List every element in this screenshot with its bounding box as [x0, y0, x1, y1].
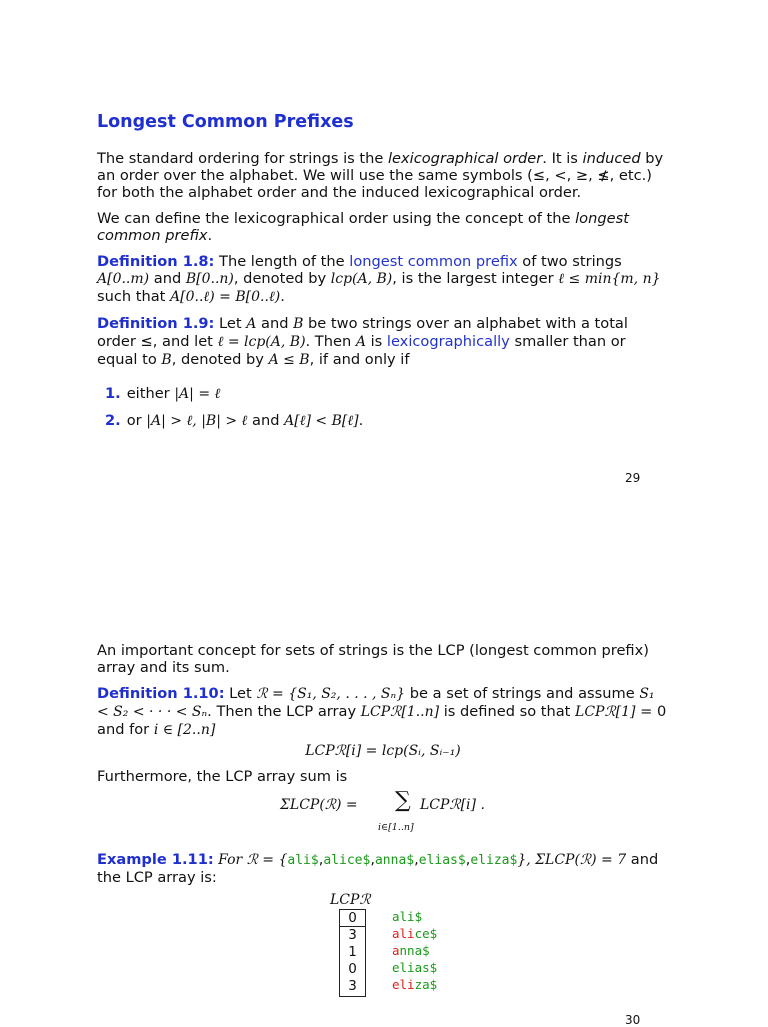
lcp-table-header: LCPℛ — [330, 892, 371, 908]
text: be two strings over an alphabet with a total order ≤, and let — [97, 315, 628, 350]
lcp-array-table — [97, 892, 669, 1000]
common-prefix: a — [392, 943, 400, 958]
text: . — [207, 227, 213, 244]
definition-1-10 — [97, 685, 669, 739]
paragraph-ordering — [97, 150, 669, 201]
sum-subscript: i∈[1..n] — [378, 822, 414, 833]
text: The standard ordering for strings is the — [97, 150, 388, 167]
text: Let — [224, 685, 257, 702]
list-number: 1. — [105, 385, 121, 402]
example-1-11: Example 1.11: For ℛ = {ali$,alice$,anna$,elias$,eliza$}, ΣLCP(ℛ) = 7 and the LCP array is: — [97, 851, 659, 886]
math: lcp(A, B) — [330, 271, 393, 287]
condition-item-2 — [105, 412, 669, 430]
text: of two strings — [517, 253, 622, 270]
text: . Then — [305, 333, 356, 350]
condition-list — [97, 385, 669, 430]
suffix: elias$ — [392, 960, 438, 975]
text: . It is — [542, 150, 583, 167]
example-string-4: elias$ — [418, 853, 466, 868]
math: B[0..n) — [185, 271, 234, 287]
sum-symbol: ∑ — [395, 788, 411, 813]
text: and — [256, 315, 294, 332]
text: by an order over the alphabet. We will use the same symbols (≤, <, ≥, ≰, etc.) for both the alphabet order and the induced lexicographical order. — [97, 150, 664, 201]
lcp-string-row — [392, 960, 437, 976]
example-string-2: alice$ — [323, 853, 371, 868]
lcp-value-column — [339, 909, 366, 997]
lcp-string-row — [392, 926, 437, 942]
definition-label: Definition 1.8: — [97, 253, 215, 270]
common-prefix: ali — [392, 926, 415, 941]
text: . — [358, 412, 364, 429]
page-number: 30 — [625, 1013, 641, 1027]
definition-1-8 — [97, 253, 669, 306]
page-30 — [97, 642, 669, 1000]
lcp-string-row — [392, 977, 437, 993]
text: is defined so that — [439, 703, 576, 720]
text: is — [365, 333, 387, 350]
definition-label: Definition 1.10: — [97, 685, 225, 702]
page-29 — [97, 112, 669, 439]
example-string-5: eliza$ — [470, 853, 518, 868]
math: B — [161, 352, 172, 368]
lcp-value: 1 — [348, 944, 357, 960]
text: Let — [214, 315, 247, 332]
definition-1-9 — [97, 315, 669, 369]
term-longest-common-prefix: longest common prefix — [349, 253, 518, 270]
math: B — [293, 316, 304, 332]
math: S₁ < S₂ < · · · < Sₙ — [97, 686, 655, 720]
paragraph-lcp-intro: An important concept for sets of strings is the LCP (longest common prefix) array and its sum. — [97, 642, 649, 676]
math: i ∈ [2..n] — [153, 722, 216, 738]
math: ℓ = lcp(A, B) — [217, 334, 306, 350]
math: A[0..ℓ) = B[0..ℓ) — [170, 289, 281, 305]
emphasis-induced: induced — [582, 150, 641, 167]
paragraph-lcp-concept — [97, 210, 669, 244]
lcp-array-formula: LCPℛ[i] = lcp(Sᵢ, Sᵢ₋₁) — [305, 743, 461, 759]
text: and — [149, 270, 186, 287]
math: }, — [517, 852, 536, 868]
text: , denoted by — [233, 270, 331, 287]
lcp-string-row — [392, 909, 422, 925]
math: A[0..m) — [97, 271, 150, 287]
text: and — [247, 412, 285, 429]
example-label: Example 1.11: — [97, 851, 214, 868]
math: For ℛ = { — [213, 852, 288, 868]
lcp-value: 0 — [348, 961, 357, 977]
lcp-value: 3 — [348, 978, 357, 994]
math: A — [246, 316, 257, 332]
lcp-value: 3 — [348, 927, 357, 943]
text: or — [126, 412, 147, 429]
text: smaller than or equal to — [97, 333, 626, 368]
example-string-1: ali$ — [287, 853, 319, 868]
text: The length of the — [214, 253, 350, 270]
emphasis-lexicographical-order: lexicographical order — [388, 150, 543, 167]
page-number: 29 — [625, 471, 641, 485]
lcp-string-row — [392, 943, 430, 959]
lcp-value: 0 — [348, 910, 357, 926]
suffix: ali$ — [392, 909, 423, 924]
suffix: ce$ — [414, 926, 438, 941]
math: A[ℓ] < B[ℓ] — [284, 413, 359, 429]
section-title: Longest Common Prefixes — [97, 112, 354, 132]
term-lexicographically: lexicographically — [386, 333, 510, 350]
example-string-3: anna$ — [374, 853, 415, 868]
sum-rhs: LCPℛ[i] . — [420, 797, 485, 813]
math: ℓ ≤ min{m, n} — [558, 271, 661, 287]
math: ΣLCP(ℛ) = 7 — [535, 852, 627, 868]
math: LCPℛ[1] — [575, 704, 636, 720]
math: ℛ = {S₁, S₂, . . . , Sₙ} — [256, 686, 406, 702]
text: . — [280, 288, 285, 305]
suffix: za$ — [414, 977, 438, 992]
text: and the LCP array is: — [97, 851, 659, 886]
lcp-sum-formula — [97, 789, 669, 837]
text: , denoted by — [171, 351, 269, 368]
text: be a set of strings and assume — [405, 685, 640, 702]
list-number: 2. — [105, 412, 121, 429]
definition-label: Definition 1.9: — [97, 315, 215, 332]
math: A ≤ B — [268, 352, 310, 368]
text: = 0 and for — [97, 703, 667, 738]
text: , is the largest integer — [392, 270, 559, 287]
condition-item-1 — [105, 385, 669, 403]
text: We can define the lexicographical order using the concept of the — [97, 210, 576, 227]
sum-lhs: ΣLCP(ℛ) = — [280, 797, 358, 813]
text: , if and only if — [309, 351, 410, 368]
math: |A| = ℓ — [174, 386, 221, 402]
math: LCPℛ[1..n] — [360, 704, 440, 720]
text: either — [126, 385, 175, 402]
text: . Then the LCP array — [207, 703, 361, 720]
emphasis-longest-common-prefix: longest common prefix — [97, 210, 629, 244]
paragraph-sum: Furthermore, the LCP array sum is — [97, 768, 348, 785]
suffix: nna$ — [399, 943, 430, 958]
math: A — [355, 334, 366, 350]
common-prefix: eli — [392, 977, 415, 992]
math: |A| > ℓ, |B| > ℓ — [146, 413, 248, 429]
text: such that — [97, 288, 171, 305]
